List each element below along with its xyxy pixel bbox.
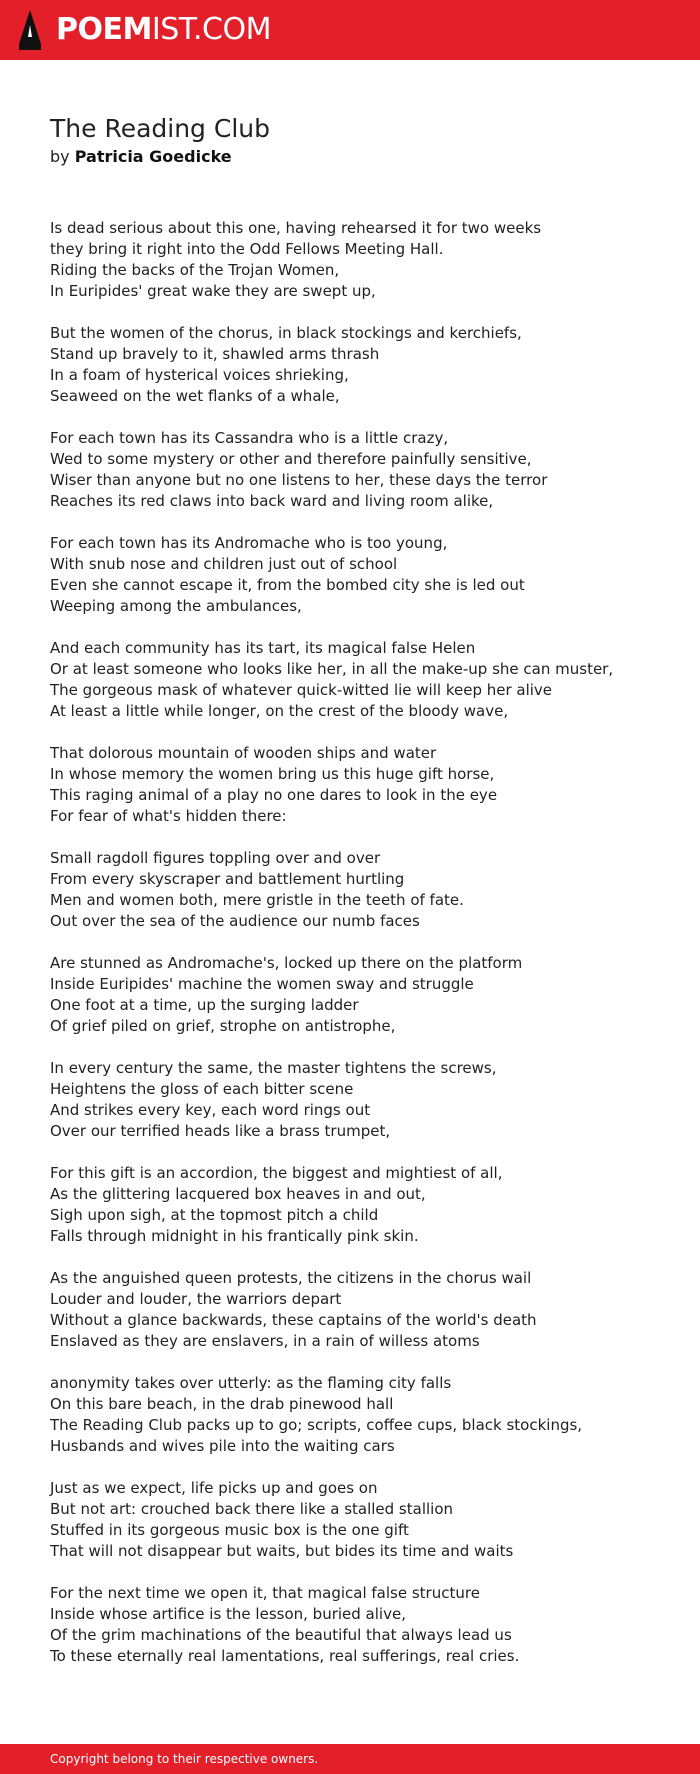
poem-line: Or at least someone who looks like her, in all the make-up she can muster,: [50, 660, 614, 678]
poem-line: On this bare beach, in the drab pinewood hall: [50, 1395, 394, 1413]
poem-header: [50, 112, 660, 168]
poem-line: For each town has its Andromache who is too young,: [50, 534, 448, 552]
poem-line: For fear of what's hidden there:: [50, 807, 287, 825]
logo-brand-bold: POEM: [56, 12, 152, 47]
poem-line: Inside Euripides' machine the women sway and struggle: [50, 975, 474, 993]
poem-line: And each community has its tart, its magical false Helen: [50, 639, 476, 657]
poem-line: anonymity takes over utterly: as the flaming city falls: [50, 1374, 452, 1392]
poem-stanza: [50, 743, 660, 827]
poem-line: Stand up bravely to it, shawled arms thrash: [50, 345, 380, 363]
poem-line: Seaweed on the wet flanks of a whale,: [50, 387, 340, 405]
poem-line: Over our terrified heads like a brass trumpet,: [50, 1122, 391, 1140]
poem-line: Weeping among the ambulances,: [50, 597, 302, 615]
by-label: by: [50, 147, 70, 166]
site-footer: [0, 1744, 700, 1774]
poem-line: Wed to some mystery or other and therefore painfully sensitive,: [50, 450, 532, 468]
poem-stanza: [50, 428, 660, 512]
poem-stanza: [50, 1268, 660, 1352]
poem-line: Just as we expect, life picks up and goes on: [50, 1479, 378, 1497]
poem-line: The gorgeous mask of whatever quick-witted lie will keep her alive: [50, 681, 553, 699]
poem-line: In every century the same, the master tightens the screws,: [50, 1059, 497, 1077]
poem-line: The Reading Club packs up to go; scripts, coffee cups, black stockings,: [50, 1416, 583, 1434]
poem-byline: [50, 146, 660, 168]
poem-line: From every skyscraper and battlement hurtling: [50, 870, 405, 888]
poem-line: Husbands and wives pile into the waiting cars: [50, 1437, 395, 1455]
poem-stanza: [50, 218, 660, 302]
poem-line: But the women of the chorus, in black stockings and kerchiefs,: [50, 324, 522, 342]
poem-stanza: [50, 848, 660, 932]
poem-line: As the anguished queen protests, the citizens in the chorus wail: [50, 1269, 532, 1287]
poem-line: Are stunned as Andromache's, locked up there on the platform: [50, 954, 523, 972]
poem-author: Patricia Goedicke: [74, 147, 232, 166]
pen-nib-icon: [18, 9, 42, 51]
poem-line: Stuffed in its gorgeous music box is the one gift: [50, 1521, 409, 1539]
poem-line: As the glittering lacquered box heaves in and out,: [50, 1185, 426, 1203]
poem-line: Out over the sea of the audience our numb faces: [50, 912, 420, 930]
poem-stanza: [50, 1373, 660, 1457]
poem-line: Falls through midnight in his frantically pink skin.: [50, 1227, 419, 1245]
poem-line: In whose memory the women bring us this huge gift horse,: [50, 765, 495, 783]
poem-line: Of the grim machinations of the beautiful that always lead us: [50, 1626, 512, 1644]
poem-line: Inside whose artifice is the lesson, buried alive,: [50, 1605, 406, 1623]
poem-stanza: [50, 638, 660, 722]
poem-line: To these eternally real lamentations, real sufferings, real cries.: [50, 1647, 520, 1665]
poem-stanza: [50, 1163, 660, 1247]
copyright-notice: Copyright belong to their respective owners.: [50, 1752, 319, 1766]
site-header: [0, 0, 700, 60]
poem-line: That will not disappear but waits, but bides its time and waits: [50, 1542, 514, 1560]
poem-line: Without a glance backwards, these captains of the world's death: [50, 1311, 537, 1329]
poem-line: Enslaved as they are enslavers, in a rain of willess atoms: [50, 1332, 480, 1350]
poem-stanza: [50, 1058, 660, 1142]
poem-line: At least a little while longer, on the crest of the bloody wave,: [50, 702, 509, 720]
poem-line: One foot at a time, up the surging ladder: [50, 996, 359, 1014]
poem-line: That dolorous mountain of wooden ships and water: [50, 744, 437, 762]
poem-line: Of grief piled on grief, strophe on antistrophe,: [50, 1017, 396, 1035]
poem-body: [50, 218, 660, 1688]
site-logo-link[interactable]: [18, 9, 271, 51]
poem-line: Riding the backs of the Trojan Women,: [50, 261, 340, 279]
poem-line: For each town has its Cassandra who is a little crazy,: [50, 429, 449, 447]
poem-stanza: [50, 323, 660, 407]
poem-stanza: [50, 533, 660, 617]
poem-line: And strikes every key, each word rings out: [50, 1101, 371, 1119]
poem-line: Heightens the gloss of each bitter scene: [50, 1080, 354, 1098]
poem-stanza: [50, 953, 660, 1037]
poem-line: Small ragdoll figures toppling over and over: [50, 849, 381, 867]
logo-brand-rest: IST.COM: [151, 12, 271, 47]
poem-stanza: [50, 1583, 660, 1667]
poem-line: But not art: crouched back there like a stalled stallion: [50, 1500, 454, 1518]
poem-line: they bring it right into the Odd Fellows Meeting Hall.: [50, 240, 444, 258]
poem-line: In a foam of hysterical voices shrieking,: [50, 366, 349, 384]
poem-line: Sigh upon sigh, at the topmost pitch a child: [50, 1206, 379, 1224]
poem-line: This raging animal of a play no one dares to look in the eye: [50, 786, 498, 804]
site-logo-text: [56, 9, 271, 51]
poem-line: Men and women both, mere gristle in the teeth of fate.: [50, 891, 464, 909]
poem-line: Reaches its red claws into back ward and living room alike,: [50, 492, 494, 510]
poem-stanza: [50, 1478, 660, 1562]
poem-line: Even she cannot escape it, from the bombed city she is led out: [50, 576, 525, 594]
poem-line: For the next time we open it, that magical false structure: [50, 1584, 480, 1602]
poem-line: Louder and louder, the warriors depart: [50, 1290, 342, 1308]
poem-line: For this gift is an accordion, the biggest and mightiest of all,: [50, 1164, 503, 1182]
poem-line: Is dead serious about this one, having rehearsed it for two weeks: [50, 219, 542, 237]
poem-line: Wiser than anyone but no one listens to her, these days the terror: [50, 471, 548, 489]
poem-line: With snub nose and children just out of school: [50, 555, 398, 573]
poem-line: In Euripides' great wake they are swept up,: [50, 282, 376, 300]
poem-title: The Reading Club: [50, 114, 270, 143]
